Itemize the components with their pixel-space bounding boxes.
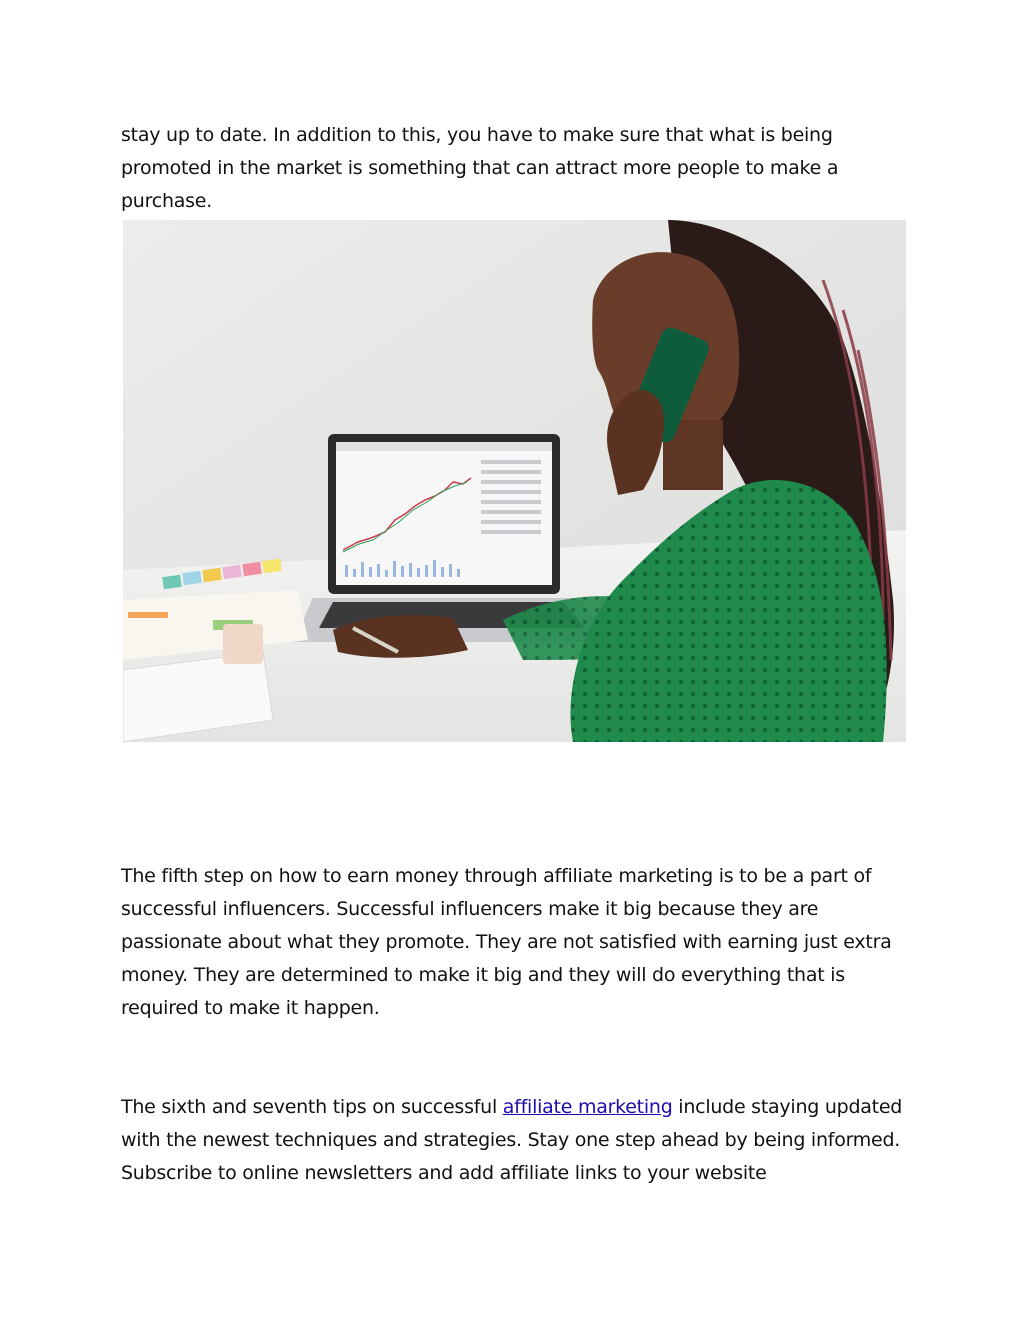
photo-woman-on-phone-with-laptop-chart — [123, 220, 906, 742]
paragraph-text-before-link: The sixth and seventh tips on successful — [121, 1096, 503, 1118]
paragraph-text-after-link: include staying updated with the newest techniques and strategies. Stay one step ahead by being informed. Subscribe to online newsletters and add affiliate links to your website — [121, 1096, 903, 1184]
affiliate-marketing-link[interactable]: affiliate marketing — [502, 1096, 673, 1118]
paragraph-sixth-seventh-tips — [121, 1091, 911, 1190]
paragraph-stay-up-to-date: stay up to date. In addition to this, you have to make sure that what is being promoted in the market is something that can attract more people to make a purchase. — [121, 124, 839, 212]
paragraph-fifth-step: The fifth step on how to earn money through affiliate marketing is to be a part of successful influencers. Successful influencers make it big because they are passionate about what they promote. They are not satisfied with earning just extra money. They are determined to make it big and they will do everything that is required to make it happen. — [121, 865, 892, 1019]
